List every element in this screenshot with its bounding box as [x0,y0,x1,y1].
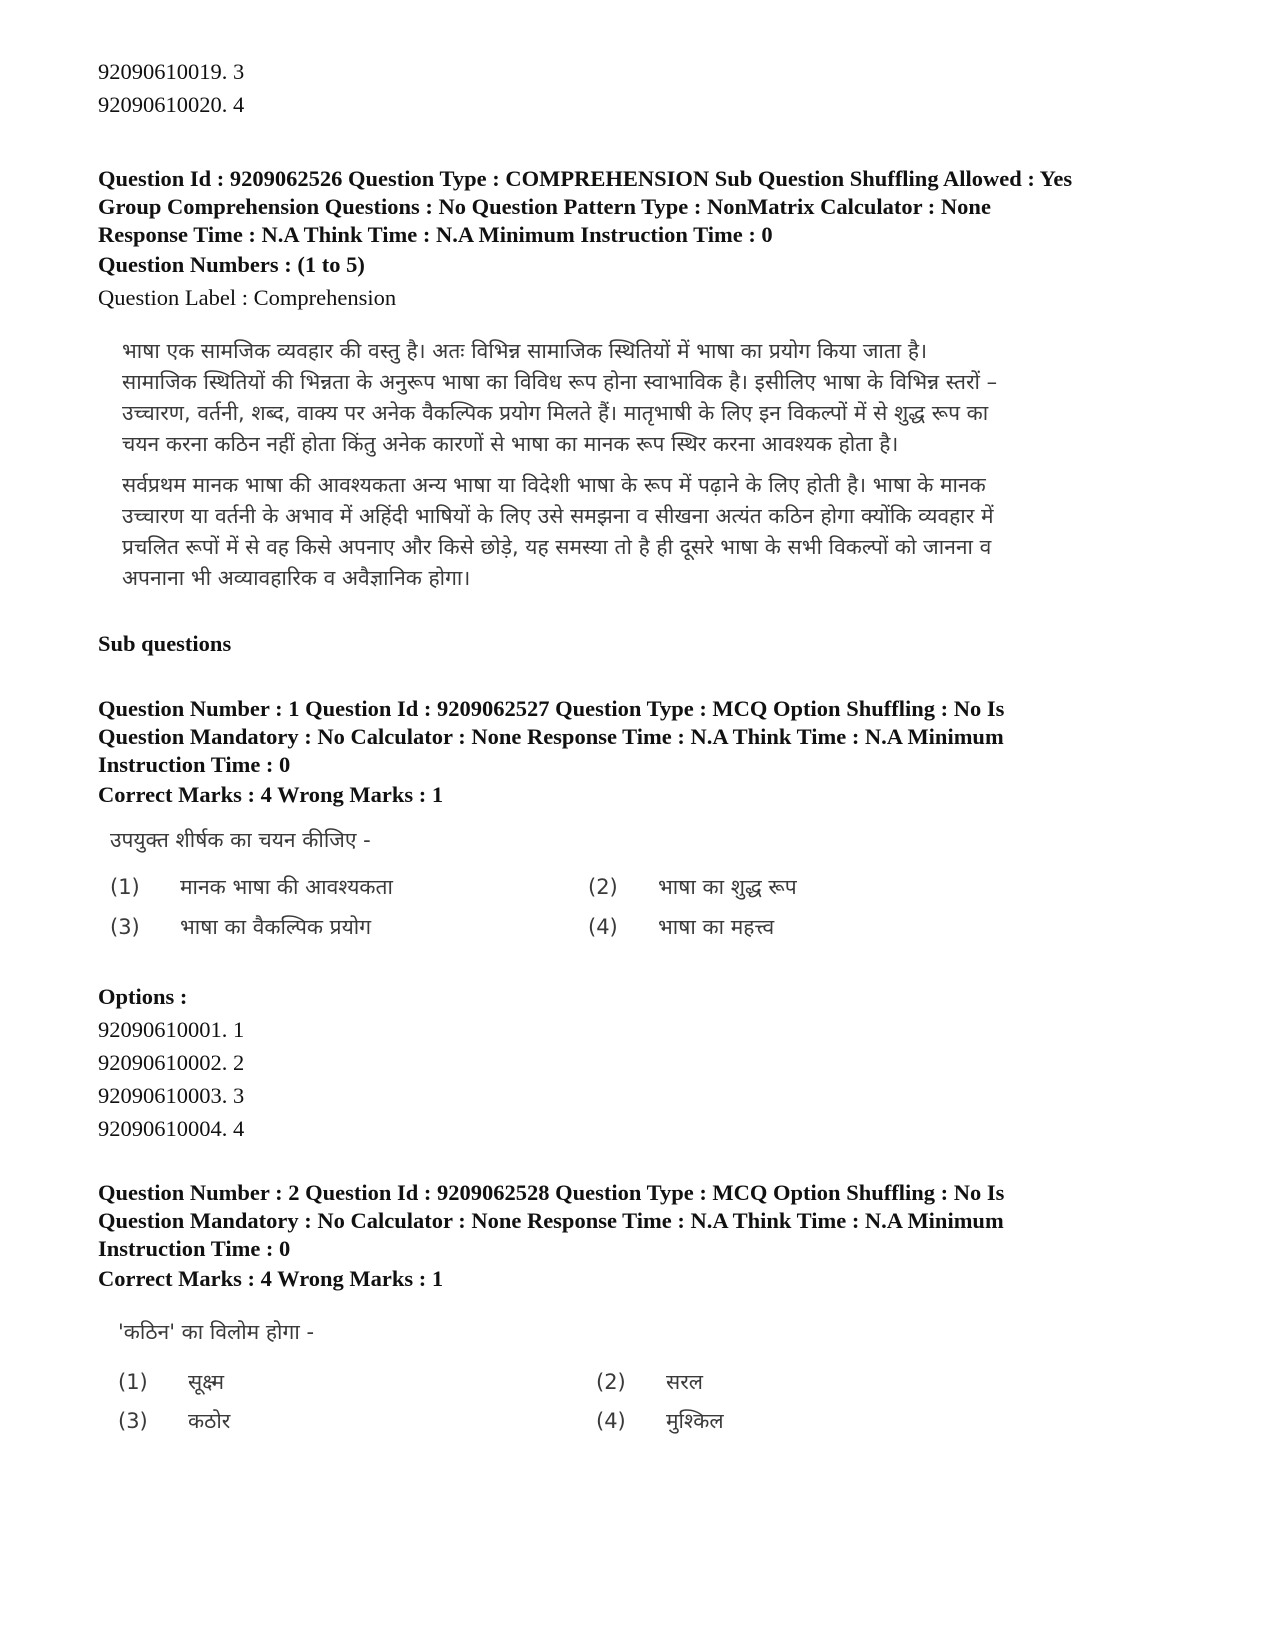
choice-text: भाषा का महत्त्व [658,915,775,939]
question-1-choice [110,873,393,901]
question-2-choice [118,1407,230,1435]
passage-line: भाषा एक सामजिक व्यवहार की वस्तु है। अतः विभिन्न सामाजिक स्थितियों में भाषा का प्रयोग किया जाता है। [122,339,928,363]
question-numbers: Question Numbers : (1 to 5) [98,252,365,277]
passage-line: अपनाना भी अव्यावहारिक व अवैज्ञानिक होगा। [122,566,471,590]
meta-line: Group Comprehension Questions : No Question Pattern Type : NonMatrix Calculator : None [98,194,991,219]
meta-line: Question Number : 1 Question Id : 9209062527 Question Type : MCQ Option Shuffling : No Is [98,696,1005,721]
comprehension-passage [122,470,1127,594]
question-1-choice [588,913,774,941]
choice-text: सूक्ष्म [188,1370,225,1394]
prev-option: 92090610020. 4 [98,92,245,117]
comprehension-meta [98,165,1072,249]
question-2-marks: Correct Marks : 4 Wrong Marks : 1 [98,1266,444,1291]
comprehension-passage [122,336,1127,460]
choice-number: (1) [118,1370,148,1394]
question-2-choice [596,1407,724,1435]
choice-text: भाषा का शुद्ध रूप [658,875,797,899]
question-1-marks: Correct Marks : 4 Wrong Marks : 1 [98,782,444,807]
passage-line: सामाजिक स्थितियों की भिन्नता के अनुरूप भाषा का विविध रूप होना स्वाभाविक है। इसीलिए भाषा के विभिन्न स्तरों – [122,370,998,394]
option-id: 92090610004. 4 [98,1116,245,1141]
meta-line: Question Mandatory : No Calculator : None Response Time : N.A Think Time : N.A Minimum [98,724,1004,749]
choice-text: मुश्किल [666,1409,724,1433]
choice-text: सरल [666,1370,704,1394]
choice-text: मानक भाषा की आवश्यकता [180,875,393,899]
choice-number: (4) [588,915,618,939]
passage-line: प्रचलित रूपों में से वह किसे अपनाए और किसे छोड़े, यह समस्या तो है ही दूसरे भाषा के सभी विकल्पों को जानना व [122,535,992,559]
choice-number: (4) [596,1409,626,1433]
passage-line: सर्वप्रथम मानक भाषा की आवश्यकता अन्य भाषा या विदेशी भाषा के रूप में पढ़ाने के लिए होती है। भाषा के मानक [122,473,986,497]
option-id: 92090610003. 3 [98,1083,245,1108]
choice-text: भाषा का वैकल्पिक प्रयोग [180,915,372,939]
meta-line: Question Id : 9209062526 Question Type : COMPREHENSION Sub Question Shuffling Allowed : Yes [98,166,1073,191]
question-2-text: 'कठिन' का विलोम होगा - [118,1320,315,1344]
sub-questions-heading: Sub questions [98,631,232,656]
question-1-text: उपयुक्त शीर्षक का चयन कीजिए - [110,828,371,852]
passage-line: उच्चारण, वर्तनी, शब्द, वाक्य पर अनेक वैकल्पिक प्रयोग मिलते हैं। मातृभाषी के लिए इन विकल्पों में से शुद्ध रूप का [122,401,989,425]
question-1-choice [588,873,797,901]
options-heading: Options : [98,984,188,1009]
choice-number: (2) [588,875,618,899]
passage-line: उच्चारण या वर्तनी के अभाव में अहिंदी भाषियों के लिए उसे समझना व सीखना अत्यंत कठिन होगा क्योंकि व्यवहार में [122,504,994,528]
question-1-choice [110,913,371,941]
meta-line: Response Time : N.A Think Time : N.A Minimum Instruction Time : 0 [98,222,773,247]
meta-line: Instruction Time : 0 [98,1236,291,1261]
passage-line: चयन करना कठिन नहीं होता किंतु अनेक कारणों से भाषा का मानक रूप स्थिर करना आवश्यक होता है। [122,432,899,456]
question-2-meta [98,1179,1004,1263]
meta-line: Question Mandatory : No Calculator : None Response Time : N.A Think Time : N.A Minimum [98,1208,1004,1233]
question-label: Question Label : Comprehension [98,285,397,310]
question-2-choice [596,1368,703,1396]
choice-number: (2) [596,1370,626,1394]
option-id: 92090610001. 1 [98,1017,245,1042]
meta-line: Question Number : 2 Question Id : 9209062528 Question Type : MCQ Option Shuffling : No Is [98,1180,1005,1205]
choice-number: (3) [110,915,140,939]
choice-text: कठोर [188,1409,231,1433]
prev-option: 92090610019. 3 [98,59,245,84]
question-2-choice [118,1368,224,1396]
option-id: 92090610002. 2 [98,1050,245,1075]
question-1-meta [98,695,1004,779]
choice-number: (3) [118,1409,148,1433]
meta-line: Instruction Time : 0 [98,752,291,777]
choice-number: (1) [110,875,140,899]
